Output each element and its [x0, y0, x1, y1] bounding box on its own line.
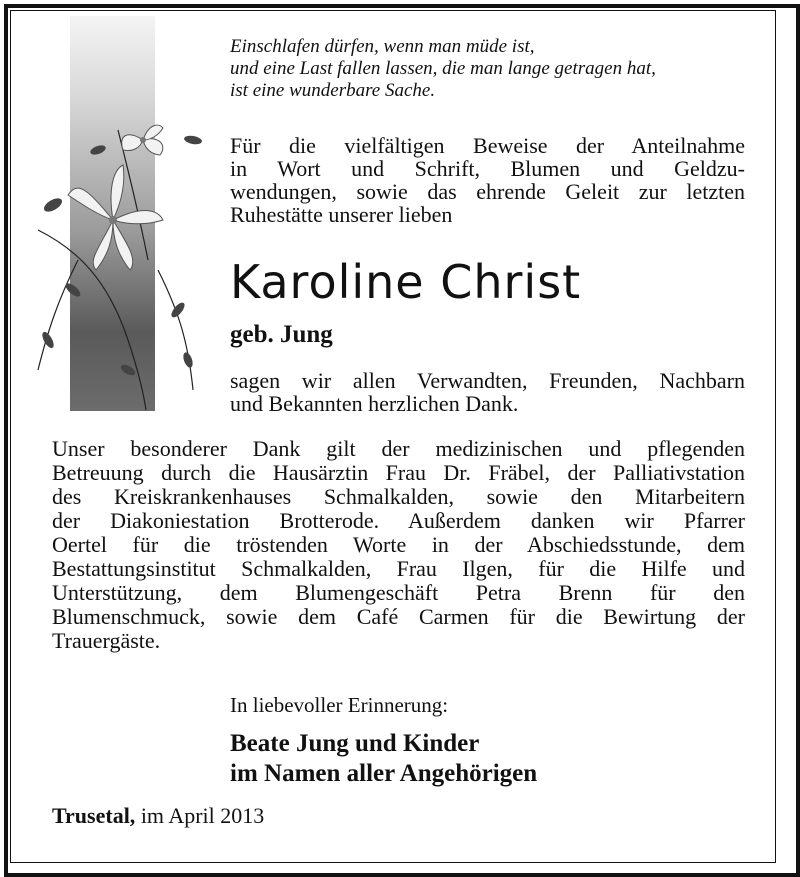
special-thanks-line: Unser besonderer Dank gilt der medizinischen und pflegenden [52, 436, 745, 461]
thanks-line-2: und Bekannten herzlichen Dank. [230, 391, 519, 416]
quote-line-3: ist eine wunderbare Sache. [230, 80, 436, 101]
special-thanks-line: des Kreiskrankenhauses Schmalkalden, sowie den Mitarbeitern [52, 484, 745, 509]
memory-line: In liebevoller Erinnerung: [230, 693, 449, 717]
place-date-line [52, 803, 264, 829]
special-thanks-line: der Diakoniestation Brotterode. Außerdem danken wir Pfarrer [52, 508, 745, 533]
special-thanks-line: Betreuung durch die Hausärztin Frau Dr. Fräbel, der Palliativstation [52, 460, 745, 485]
special-thanks-line: Oertel für die tröstenden Worte in der Abschiedsstunde, dem [52, 532, 745, 557]
signers-line-1: Beate Jung und Kinder [230, 730, 480, 757]
quote-line-1: Einschlafen dürfen, wenn man müde ist, [230, 36, 535, 57]
deceased-name: Karoline Christ [230, 255, 582, 309]
date: im April 2013 [140, 803, 265, 828]
thanks-line-1: sagen wir allen Verwandten, Freunden, Nachbarn [230, 368, 745, 393]
birth-name: geb. Jung [230, 321, 333, 348]
special-thanks-line: Bestattungsinstitut Schmalkalden, Frau Ilgen, für die Hilfe und [52, 556, 745, 581]
special-thanks-line: Unterstützung, dem Blumengeschäft Petra Brenn für den [52, 580, 745, 605]
special-thanks-line: Trauergäste. [52, 628, 161, 653]
signers-line-2: im Namen aller Angehörigen [230, 760, 538, 787]
place: Trusetal, [52, 803, 136, 828]
intro-line-1: Für die vielfältigen Beweise der Anteilnahme [230, 133, 745, 158]
lily-flower-icon [18, 110, 218, 410]
special-thanks-line: Blumenschmuck, sowie dem Café Carmen für die Bewirtung der [52, 604, 745, 629]
intro-line-4: Ruhestätte unserer lieben [230, 202, 453, 227]
intro-line-3: wendungen, sowie das ehrende Geleit zur letzten [230, 179, 745, 204]
intro-line-2: in Wort und Schrift, Blumen und Geldzu- [230, 156, 745, 181]
quote-line-2: und eine Last fallen lassen, die man lange getragen hat, [230, 58, 656, 79]
